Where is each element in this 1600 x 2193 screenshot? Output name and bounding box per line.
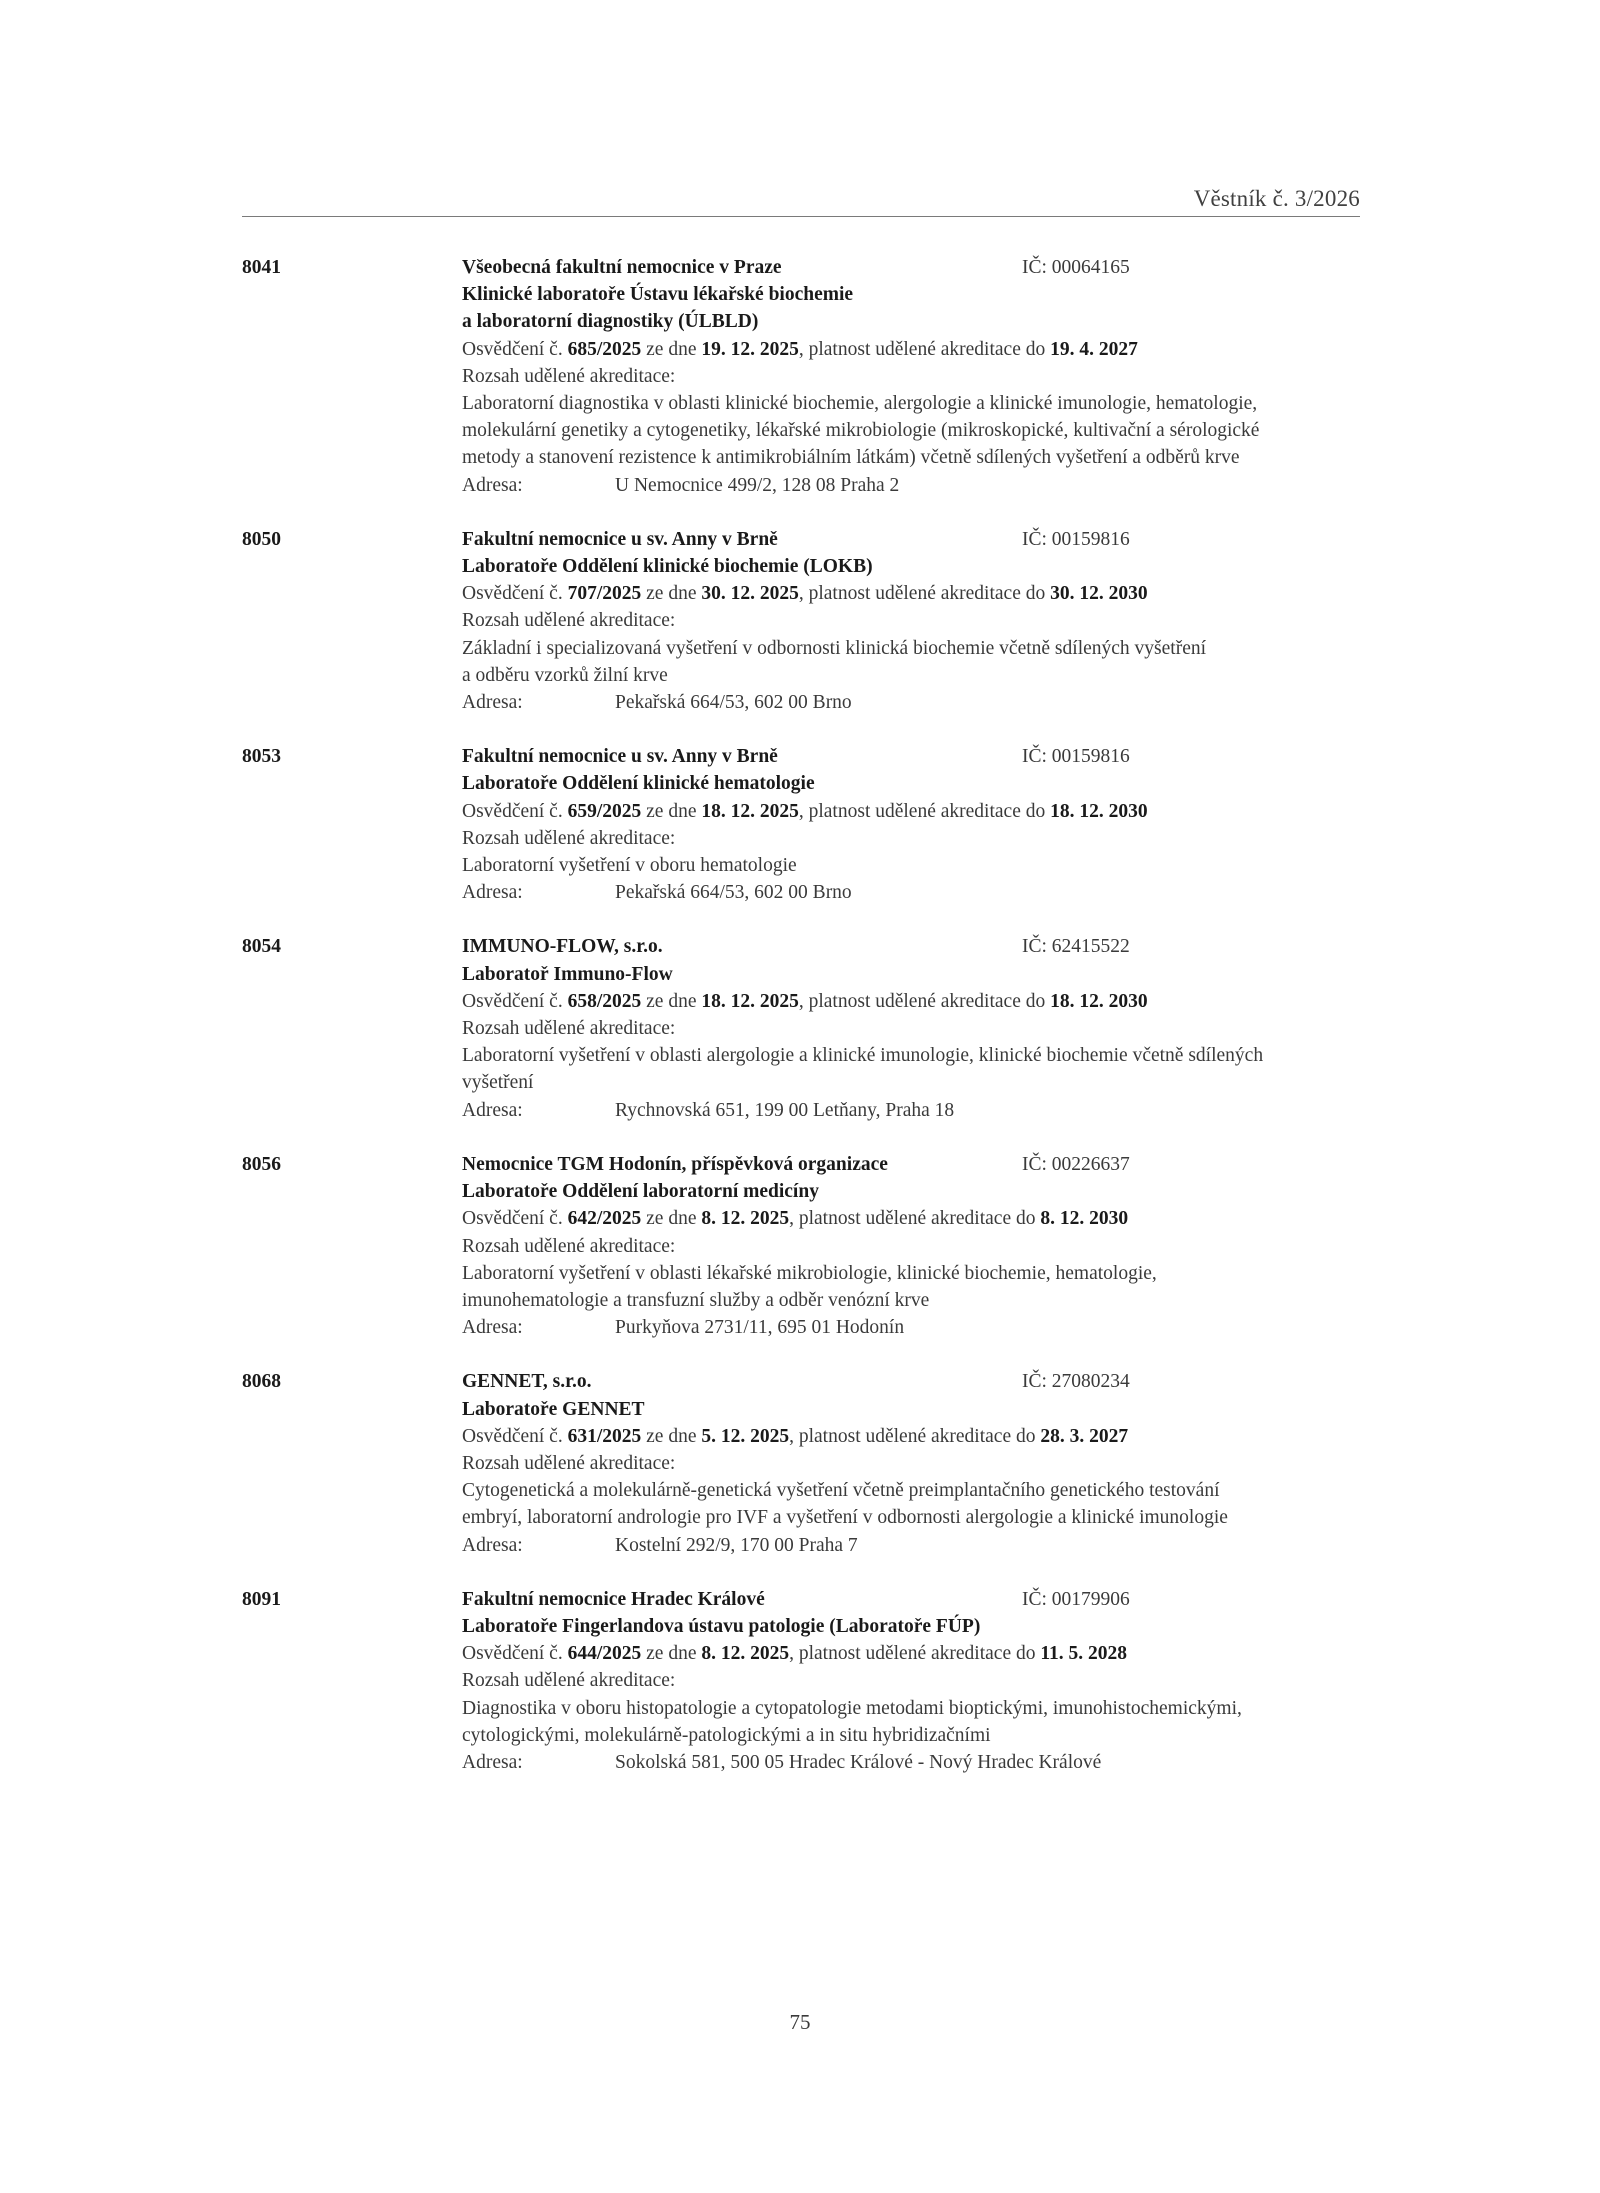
scope-text-line: a odběru vzorků žilní krve — [462, 664, 668, 686]
scope-text-line: vyšetření — [462, 1072, 534, 1094]
address-label: Adresa: — [462, 1534, 523, 1556]
organization-row — [462, 743, 1362, 770]
scope-text-line: Diagnostika v oboru histopatologie a cytopatologie metodami bioptickými, imunohistochemickými, — [462, 1697, 1242, 1719]
company-id — [1022, 933, 1130, 960]
scope-label: Rozsah udělené akreditace: — [462, 365, 676, 387]
certificate-date: 19. 12. 2025 — [701, 338, 799, 360]
certificate-date-prefix: ze dne — [641, 1208, 702, 1230]
scope-text — [462, 390, 1362, 472]
scope-label: Rozsah udělené akreditace: — [462, 1452, 676, 1474]
address-row — [462, 472, 1362, 499]
certificate-number: 644/2025 — [567, 1643, 642, 1665]
certificate-line — [462, 580, 1362, 607]
certificate-number: 707/2025 — [567, 583, 642, 605]
certificate-date-prefix: ze dne — [641, 990, 702, 1012]
company-id-label: IČ: — [1022, 528, 1052, 550]
validity-prefix: , platnost udělené akreditace do — [789, 1208, 1041, 1230]
entry-body — [462, 1586, 1362, 1776]
certificate-line — [462, 988, 1362, 1015]
journal-issue-title: Věstník č. 3/2026 — [1193, 186, 1360, 211]
certificate-number: 658/2025 — [567, 990, 642, 1012]
accreditation-entry — [242, 1368, 1360, 1558]
scope-text-line: Cytogenetická a molekulárně-genetická vyšetření včetně preimplantačního genetického testování — [462, 1480, 1220, 1502]
organization-row — [462, 933, 1362, 960]
scope-text — [462, 1260, 1362, 1314]
address-row — [462, 1097, 1362, 1124]
laboratory-name-line: Laboratoře GENNET — [462, 1398, 645, 1420]
entry-number: 8041 — [242, 257, 281, 278]
address-value: Sokolská 581, 500 05 Hradec Králové - Nový Hradec Králové — [615, 1751, 1102, 1773]
company-id-value: 62415522 — [1051, 936, 1130, 958]
company-id — [1022, 1151, 1130, 1178]
company-id-label: IČ: — [1022, 936, 1052, 958]
organization-row — [462, 1368, 1362, 1395]
laboratory-name-line: a laboratorní diagnostiky (ÚLBLD) — [462, 311, 759, 333]
company-id — [1022, 254, 1130, 281]
scope-label: Rozsah udělené akreditace: — [462, 1670, 676, 1692]
entry-number: 8056 — [242, 1153, 281, 1175]
address-value: U Nemocnice 499/2, 128 08 Praha 2 — [615, 474, 900, 496]
validity-prefix: , platnost udělené akreditace do — [798, 583, 1051, 605]
company-id-value: 00159816 — [1051, 746, 1130, 768]
organization-name: Fakultní nemocnice u sv. Anny v Brně — [462, 746, 778, 768]
scope-text-line: Základní i specializovaná vyšetření v odbornosti klinická biochemie včetně sdílených vyšetření — [462, 637, 1207, 659]
laboratory-name-line: Laboratoře Oddělení klinické biochemie (LOKB) — [462, 556, 873, 578]
validity-date: 18. 12. 2030 — [1050, 990, 1148, 1012]
address-value: Kostelní 292/9, 170 00 Praha 7 — [615, 1534, 858, 1556]
company-id-label: IČ: — [1022, 1371, 1052, 1393]
entry-number: 8068 — [242, 1371, 281, 1393]
address-row — [462, 879, 1362, 906]
address-value: Rychnovská 651, 199 00 Letňany, Praha 18 — [615, 1099, 955, 1121]
validity-prefix: , platnost udělené akreditace do — [798, 338, 1051, 360]
entry-body — [462, 933, 1362, 1123]
certificate-prefix: Osvědčení č. — [462, 1425, 568, 1447]
page-header — [242, 186, 1360, 217]
validity-date: 18. 12. 2030 — [1050, 800, 1148, 822]
address-label: Adresa: — [462, 1317, 523, 1339]
organization-name: IMMUNO-FLOW, s.r.o. — [462, 936, 663, 958]
scope-text-line: Laboratorní vyšetření v oblasti alergologie a klinické imunologie, klinické biochemie včetně sdílených — [462, 1045, 1264, 1067]
scope-text-line: Laboratorní vyšetření v oboru hematologie — [462, 855, 797, 877]
scope-text-line: metody a stanovení rezistence k antimikrobiálním látkám) včetně sdílených vyšetření a odběrů krve — [462, 447, 1240, 469]
validity-date: 30. 12. 2030 — [1050, 583, 1148, 605]
entry-number: 8050 — [242, 528, 281, 550]
certificate-date: 8. 12. 2025 — [701, 1208, 790, 1230]
company-id-value: 00179906 — [1051, 1588, 1130, 1610]
certificate-number: 631/2025 — [567, 1425, 642, 1447]
accreditation-entry — [242, 1151, 1360, 1341]
organization-row — [462, 1151, 1362, 1178]
validity-prefix: , platnost udělené akreditace do — [798, 990, 1051, 1012]
address-value: Pekařská 664/53, 602 00 Brno — [615, 692, 852, 714]
laboratory-name-line: Laboratoře Oddělení klinické hematologie — [462, 773, 815, 795]
certificate-prefix: Osvědčení č. — [462, 1208, 568, 1230]
certificate-prefix: Osvědčení č. — [462, 1643, 568, 1665]
organization-row — [462, 1586, 1362, 1613]
entry-body — [462, 1368, 1362, 1558]
validity-prefix: , platnost udělené akreditace do — [789, 1425, 1041, 1447]
organization-name: Všeobecná fakultní nemocnice v Praze — [462, 257, 782, 278]
organization-row — [462, 254, 1362, 281]
certificate-prefix: Osvědčení č. — [462, 800, 568, 822]
company-id-label: IČ: — [1022, 1588, 1052, 1610]
scope-text — [462, 635, 1362, 689]
laboratory-name — [462, 1396, 1362, 1423]
laboratory-name-line: Klinické laboratoře Ústavu lékařské biochemie — [462, 284, 854, 306]
validity-date: 28. 3. 2027 — [1040, 1425, 1129, 1447]
scope-label: Rozsah udělené akreditace: — [462, 1235, 676, 1257]
address-label: Adresa: — [462, 474, 523, 496]
laboratory-name — [462, 553, 1362, 580]
certificate-number: 642/2025 — [567, 1208, 642, 1230]
entry-number: 8054 — [242, 936, 281, 958]
validity-date: 19. 4. 2027 — [1050, 338, 1138, 360]
scope-text — [462, 1477, 1362, 1531]
address-label: Adresa: — [462, 882, 523, 904]
entry-body — [462, 526, 1362, 716]
certificate-date-prefix: ze dne — [641, 338, 702, 360]
scope-text-line: embryí, laboratorní andrologie pro IVF a vyšetření v odbornosti alergologie a klinické imunologie — [462, 1507, 1228, 1529]
certificate-line — [462, 1205, 1362, 1232]
certificate-date-prefix: ze dne — [641, 583, 702, 605]
laboratory-name-line: Laboratoře Fingerlandova ústavu patologie (Laboratoře FÚP) — [462, 1615, 981, 1637]
company-id-value: 00226637 — [1051, 1153, 1130, 1175]
laboratory-name — [462, 770, 1362, 797]
address-row — [462, 1314, 1362, 1341]
certificate-line — [462, 798, 1362, 825]
company-id — [1022, 1586, 1130, 1613]
certificate-date: 18. 12. 2025 — [701, 990, 799, 1012]
certificate-prefix: Osvědčení č. — [462, 990, 568, 1012]
scope-text-line: imunohematologie a transfuzní služby a odběr venózní krve — [462, 1289, 930, 1311]
address-row — [462, 1532, 1362, 1559]
scope-text-line: cytologickými, molekulárně-patologickými a in situ hybridizačními — [462, 1724, 991, 1746]
company-id-label: IČ: — [1022, 1153, 1052, 1175]
organization-name: Fakultní nemocnice u sv. Anny v Brně — [462, 528, 778, 550]
certificate-prefix: Osvědčení č. — [462, 338, 568, 360]
entry-body — [462, 743, 1362, 906]
certificate-date-prefix: ze dne — [641, 1643, 702, 1665]
entry-number: 8053 — [242, 746, 281, 768]
laboratory-name — [462, 1613, 1362, 1640]
certificate-prefix: Osvědčení č. — [462, 583, 568, 605]
scope-text — [462, 1042, 1362, 1096]
scope-text — [462, 852, 1362, 879]
scope-text-line: molekulární genetiky a cytogenetiky, lékařské mikrobiologie (mikroskopické, kultivační a sérologické — [462, 420, 1260, 442]
laboratory-name — [462, 1178, 1362, 1205]
certificate-line — [462, 1640, 1362, 1667]
certificate-date: 18. 12. 2025 — [701, 800, 799, 822]
scope-text-line: Laboratorní diagnostika v oblasti klinické biochemie, alergologie a klinické imunologie, hematologie, — [462, 393, 1258, 415]
entry-body — [462, 1151, 1362, 1341]
validity-prefix: , platnost udělené akreditace do — [789, 1643, 1041, 1665]
scope-text — [462, 1695, 1362, 1749]
entry-body — [462, 254, 1362, 499]
scope-label: Rozsah udělené akreditace: — [462, 610, 676, 632]
scope-label: Rozsah udělené akreditace: — [462, 827, 676, 849]
address-row — [462, 1749, 1362, 1776]
company-id-label: IČ: — [1022, 257, 1052, 278]
accreditation-entry — [242, 1586, 1360, 1776]
company-id-value: 00064165 — [1051, 257, 1130, 278]
validity-date: 11. 5. 2028 — [1040, 1643, 1128, 1665]
entry-number: 8091 — [242, 1588, 281, 1610]
certificate-date-prefix: ze dne — [641, 800, 702, 822]
laboratory-name — [462, 961, 1362, 988]
laboratory-name — [462, 281, 1362, 335]
scope-label: Rozsah udělené akreditace: — [462, 1018, 676, 1040]
page-number: 75 — [789, 2010, 811, 2034]
organization-name: GENNET, s.r.o. — [462, 1371, 592, 1393]
certificate-date: 8. 12. 2025 — [701, 1643, 790, 1665]
company-id — [1022, 526, 1130, 553]
accreditation-entry — [242, 254, 1360, 499]
certificate-date: 5. 12. 2025 — [701, 1425, 790, 1447]
certificate-number: 685/2025 — [567, 338, 642, 360]
accreditation-list — [242, 254, 1360, 1776]
certificate-date: 30. 12. 2025 — [701, 583, 799, 605]
validity-prefix: , platnost udělené akreditace do — [798, 800, 1051, 822]
organization-name: Nemocnice TGM Hodonín, příspěvková organizace — [462, 1153, 888, 1175]
certificate-number: 659/2025 — [567, 800, 642, 822]
company-id-value: 00159816 — [1051, 528, 1130, 550]
accreditation-entry — [242, 933, 1360, 1123]
validity-date: 8. 12. 2030 — [1040, 1208, 1129, 1230]
company-id-value: 27080234 — [1051, 1371, 1130, 1393]
address-label: Adresa: — [462, 692, 523, 714]
company-id — [1022, 1368, 1130, 1395]
laboratory-name-line: Laboratoř Immuno-Flow — [462, 963, 673, 985]
address-label: Adresa: — [462, 1099, 523, 1121]
accreditation-entry — [242, 526, 1360, 716]
certificate-line — [462, 1423, 1362, 1450]
address-row — [462, 689, 1362, 716]
address-value: Pekařská 664/53, 602 00 Brno — [615, 882, 852, 904]
company-id-label: IČ: — [1022, 746, 1052, 768]
certificate-line — [462, 336, 1362, 363]
address-value: Purkyňova 2731/11, 695 01 Hodonín — [615, 1317, 905, 1339]
organization-name: Fakultní nemocnice Hradec Králové — [462, 1588, 765, 1610]
certificate-date-prefix: ze dne — [641, 1425, 702, 1447]
organization-row — [462, 526, 1362, 553]
laboratory-name-line: Laboratoře Oddělení laboratorní medicíny — [462, 1181, 819, 1203]
address-label: Adresa: — [462, 1751, 523, 1773]
scope-text-line: Laboratorní vyšetření v oblasti lékařské mikrobiologie, klinické biochemie, hematologie, — [462, 1262, 1157, 1284]
company-id — [1022, 743, 1130, 770]
accreditation-entry — [242, 743, 1360, 906]
